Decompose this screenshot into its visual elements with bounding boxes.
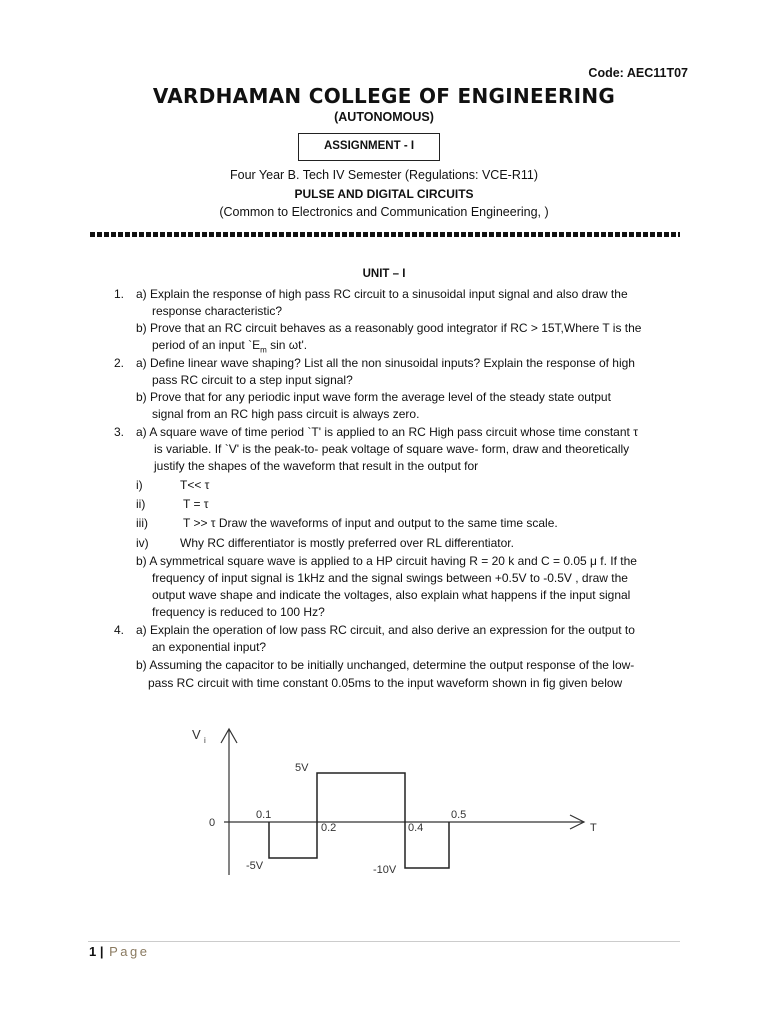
question-line: b) Prove that for any periodic input wave form the average level of the steady state output [136, 390, 611, 404]
question-line: frequency of input signal is 1kHz and the signal swings between +0.5V to -0.5V , draw the [152, 571, 628, 585]
question-number: 4. [114, 623, 125, 637]
sub-item-text: T >> τ Draw the waveforms of input and output to the same time scale. [183, 516, 558, 530]
question-line-text: period of an input `E [152, 338, 261, 352]
sub-item-text: T = τ [183, 497, 209, 511]
footer-divider [88, 941, 680, 942]
question-line: an exponential input? [152, 640, 267, 654]
subject-title: PULSE AND DIGITAL CIRCUITS [294, 187, 474, 201]
question-line: pass RC circuit with time constant 0.05ms to the input waveform shown in fig given below [148, 676, 623, 690]
sub-item-number: i) [136, 478, 143, 492]
page-separator: | [99, 944, 104, 959]
question-line: frequency is reduced to 100 Hz? [152, 605, 325, 619]
question-line: a) A square wave of time period `T' is applied to an RC High pass circuit whose time constant τ [136, 425, 638, 439]
common-line: (Common to Electronics and Communication Engineering, ) [219, 205, 549, 219]
unit-title: UNIT – I [362, 268, 406, 280]
document-code: Code: AEC11T07 [588, 66, 688, 80]
page-word: Page [109, 944, 150, 959]
question-number: 2. [114, 356, 125, 370]
label-5v: 5V [295, 762, 309, 774]
question-line: signal from an RC high pass circuit is always zero. [152, 407, 420, 421]
dashed-separator [90, 232, 680, 237]
sub-item-text: T<< τ [180, 478, 210, 492]
question-line: b) Assuming the capacitor to be initially unchanged, determine the output response of the low- [136, 658, 635, 672]
sub-item-number: ii) [136, 497, 146, 511]
sub-item-text: Why RC differentiator is mostly preferred over RL differentiator. [180, 536, 514, 550]
y-axis-label: V [192, 727, 201, 742]
question-number: 1. [114, 287, 125, 301]
question-line: b) Prove that an RC circuit behaves as a reasonably good integrator if RC > 15T,Where T is the [136, 321, 642, 335]
question-number: 3. [114, 425, 125, 439]
college-name: VARDHAMAN COLLEGE OF ENGINEERING [152, 84, 616, 108]
question-line: a) Explain the response of high pass RC circuit to a sinusoidal input signal and also draw the [136, 287, 628, 301]
label-neg-5v: -5V [246, 860, 264, 872]
question-line: b) A symmetrical square wave is applied to a HP circuit having R = 20 k and C = 0.05 μ f. If the [136, 554, 637, 568]
sub-item-number: iii) [136, 516, 148, 530]
x-axis-label: T [590, 822, 597, 834]
label-0-1: 0.1 [256, 809, 272, 821]
page-footer [89, 944, 150, 959]
page-number: 1 [89, 944, 97, 959]
assignment-title: ASSIGNMENT - I [323, 140, 415, 152]
label-0-5: 0.5 [451, 809, 467, 821]
label-0-4: 0.4 [408, 822, 424, 834]
program-line: Four Year B. Tech IV Semester (Regulations: VCE-R11) [229, 168, 538, 182]
question-line: response characteristic? [152, 304, 283, 318]
question-line: is variable. If `V' is the peak-to- peak voltage of square wave- form, draw and theoretically [154, 442, 630, 456]
question-line: output wave shape and indicate the voltages, also explain what happens if the input signal [152, 588, 631, 602]
autonomous-label: (AUTONOMOUS) [334, 110, 434, 124]
waveform-line [269, 773, 449, 868]
subscript: m [260, 345, 267, 355]
label-origin: 0 [209, 817, 216, 829]
question-line-tail: sin ωt'. [266, 338, 308, 352]
question-line: pass RC circuit to a step input signal? [152, 373, 353, 387]
question-line: a) Define linear wave shaping? List all the non sinusoidal inputs? Explain the response of high [136, 356, 635, 370]
sub-item-number: iv) [136, 536, 149, 550]
question-line: a) Explain the operation of low pass RC circuit, and also derive an expression for the output to [136, 623, 635, 637]
label-0-2: 0.2 [321, 822, 337, 834]
label-neg-10v: -10V [373, 864, 397, 876]
y-axis-subscript: i [204, 736, 206, 745]
question-line: justify the shapes of the waveform that result in the output for [154, 459, 479, 473]
input-waveform-figure [180, 715, 610, 885]
